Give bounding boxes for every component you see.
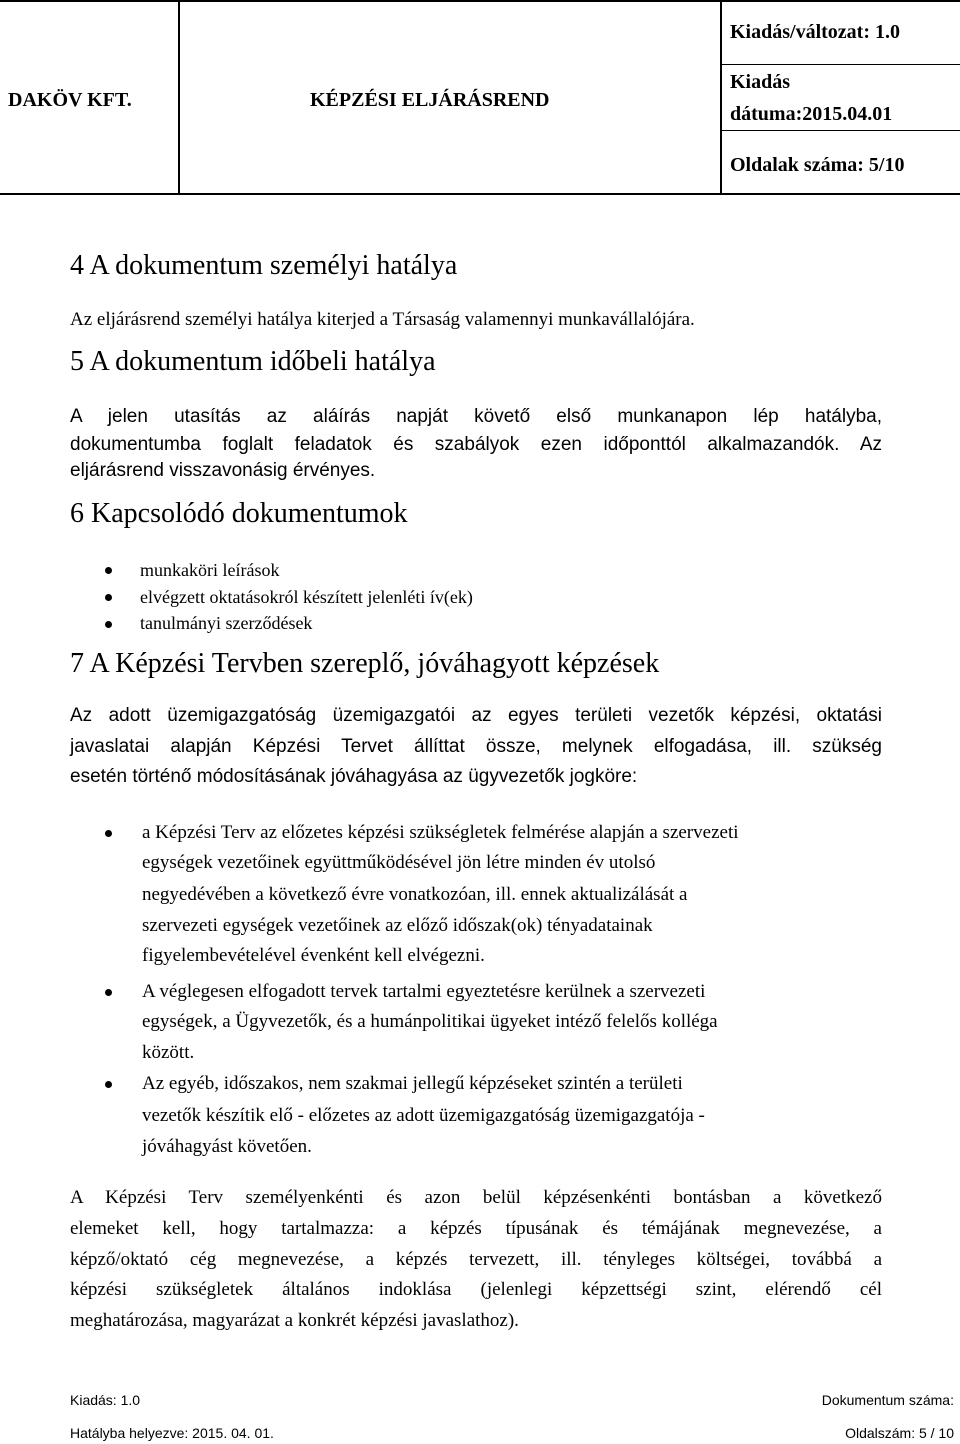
issue-date-label: Kiadás	[730, 71, 791, 93]
section-6-title: 6 Kapcsolódó dokumentumok	[70, 498, 408, 529]
list-item-line: szervezeti egységek vezetőinek az előző időszak(ok) tényadatainak	[142, 915, 653, 936]
list-item-line: egységek, a Ügyvezetők, és a humánpolitikai ügyeket intéző felelős kolléga	[142, 1011, 718, 1032]
list-item-line: vezetők készítik elő - előzetes az adott üzemigazgatóság üzemigazgatója -	[142, 1105, 705, 1126]
footer-effective-date: Hatályba helyezve: 2015. 04. 01.	[70, 1425, 274, 1441]
version-label: Kiadás/változat: 1.0	[730, 21, 900, 43]
bullet-icon	[105, 594, 112, 601]
header-divider-2	[720, 0, 722, 195]
list-item-line: között.	[142, 1042, 195, 1063]
document-title: KÉPZÉSI ELJÁRÁSREND	[310, 89, 550, 111]
list-item: tanulmányi szerződések	[140, 613, 313, 633]
company-name: DAKÖV KFT.	[8, 89, 132, 111]
closing-line-5: meghatározása, magyarázat a konkrét képzési javaslathoz).	[70, 1310, 519, 1331]
list-item-line: figyelembevételével évenként kell elvégezni.	[142, 945, 485, 966]
section-7-intro-line-1: Az adott üzemigazgatóság üzemigazgatói az egyes területi vezetők képzési, oktatási	[70, 705, 882, 726]
section-7-intro-line-3: esetén történő módosításának jóváhagyása az ügyvezetők jogköre:	[70, 766, 638, 787]
closing-line-1: A Képzési Terv személyenkénti és azon belül képzésenkénti bontásban a következő	[70, 1187, 882, 1208]
list-item-line: egységek vezetőinek együttműködésével jön létre minden év utolsó	[142, 852, 656, 873]
list-item-line: Az egyéb, időszakos, nem szakmai jellegű képzéseket szintén a területi	[142, 1073, 683, 1094]
page-count: Oldalak száma: 5/10	[730, 154, 905, 176]
header-border-bottom	[0, 193, 960, 195]
section-7-title: 7 A Képzési Tervben szereplő, jóváhagyott képzések	[70, 648, 660, 679]
bullet-icon	[105, 989, 112, 996]
section-4-title: 4 A dokumentum személyi hatálya	[70, 250, 458, 281]
section-5-title: 5 A dokumentum időbeli hatálya	[70, 346, 436, 377]
closing-line-2: elemeket kell, hogy tartalmazza: a képzés típusának és témájának megnevezése, a	[70, 1218, 882, 1239]
footer-doc-number-label: Dokumentum száma:	[821, 1392, 954, 1408]
bullet-icon	[105, 567, 112, 574]
header-border-top	[0, 0, 960, 2]
closing-line-4: képzési szükségletek általános indoklása (jelenlegi képzettségi szint, elérendő cél	[70, 1279, 882, 1300]
section-4-text: Az eljárásrend személyi hatálya kiterjed a Társaság valamennyi munkavállalójára.	[70, 309, 695, 330]
list-item: elvégzett oktatásokról készített jelenléti ív(ek)	[140, 587, 473, 607]
section-5-line-1: A jelen utasítás az aláírás napját követő első munkanapon lép hatályba,	[70, 406, 882, 427]
list-item: munkaköri leírások	[140, 560, 280, 580]
section-5-line-3: eljárásrend visszavonásig érvényes.	[70, 460, 376, 481]
list-item-line: a Képzési Terv az előzetes képzési szükségletek felmérése alapján a szervezeti	[142, 822, 739, 843]
footer-issue: Kiadás: 1.0	[70, 1392, 141, 1408]
bullet-icon	[105, 1081, 112, 1088]
list-item-line: A véglegesen elfogadott tervek tartalmi egyeztetésre kerülnek a szervezeti	[142, 981, 706, 1002]
document-header	[0, 0, 960, 194]
bullet-icon	[105, 621, 112, 628]
header-divider-1	[178, 0, 180, 195]
list-item-line: negyedévében a következő évre vonatkozóan, ill. ennek aktualizálását a	[142, 884, 688, 905]
section-5-line-2: dokumentumba foglalt feladatok és szabályok ezen időponttól alkalmazandók. Az	[70, 434, 882, 455]
list-item-line: jóváhagyást követően.	[142, 1136, 312, 1157]
closing-line-3: képző/oktató cég megnevezése, a képzés tervezett, ill. tényleges költségei, továbbá a	[70, 1249, 882, 1270]
footer-page-number: Oldalszám: 5 / 10	[845, 1425, 954, 1441]
header-divider-row-2	[720, 130, 960, 131]
section-7-intro-line-2: javaslatai alapján Képzési Tervet állíttat össze, melynek elfogadása, ill. szükség	[70, 736, 882, 757]
bullet-icon	[105, 830, 112, 837]
issue-date-value: dátuma:2015.04.01	[730, 103, 893, 125]
header-divider-row-1	[720, 64, 960, 65]
